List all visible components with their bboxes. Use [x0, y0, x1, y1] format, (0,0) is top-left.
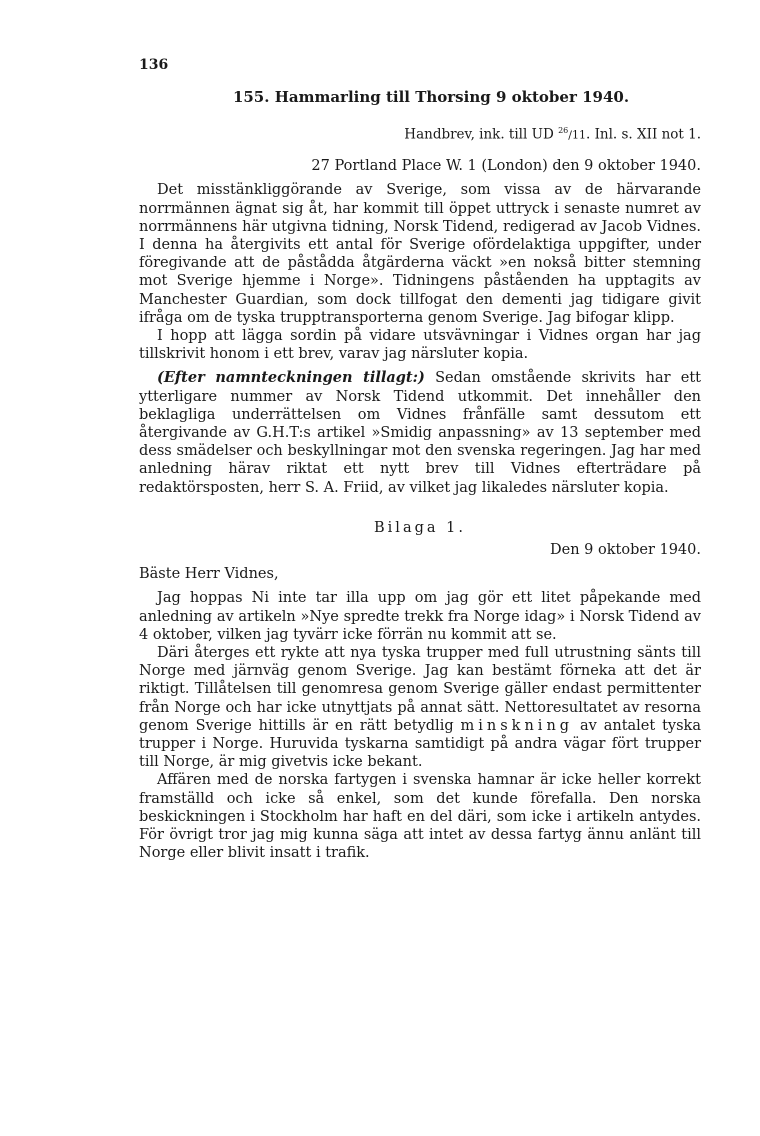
document-title: 155. Hammarling till Thorsing 9 oktober 1940.	[232, 88, 630, 107]
letter-salutation: Bäste Herr Vidnes,	[139, 566, 279, 583]
body-paragraph-2: I hopp att lägga sordin på vidare utsvävningar i Vidnes organ har jag tillskrivit honom i ett brev, varav jag närsluter kopia.	[139, 327, 701, 363]
source-note-fraction-num: 26	[558, 126, 569, 136]
addendum-paragraph	[139, 369, 701, 496]
letter-paragraph-2-start: Däri återges ett rykte att nya tyska trupper med full utrustning sänts till Norge med järnväg genom Sverige. Jag kan bestämt förneka att det är riktigt. Tillåtelsen till genomresa genom Sverige gäller endast permittenter från Norge och har icke utnyttjats på annat sätt. Nettoresultatet av resorna genom Sverige hittills är en rätt betydlig	[139, 644, 701, 734]
emphasized-word: minskning	[460, 717, 574, 734]
source-note-text: Handbrev, ink. till UD	[404, 126, 559, 143]
attachment-heading: Bilaga 1.	[374, 519, 466, 536]
place-date: 27 Portland Place W. 1 (London) den 9 oktober 1940.	[311, 158, 701, 175]
letter-paragraph-2-end: av antalet tyska trupper i Norge. Huruvida tyskarna samtidigt på andra vägar fört trupper till Norge, är mig givetvis icke bekant.	[139, 717, 701, 771]
addendum-lead: (Efter namnteckningen tillagt:)	[157, 369, 425, 387]
document-page	[139, 56, 701, 862]
source-note-fraction-den: /11	[568, 128, 586, 142]
letter-paragraph-1: Jag hoppas Ni inte tar illa upp om jag gör ett litet påpekande med anledning av artikeln »Nye spredte trekk fra Norge idag» i Norsk Tidend av 4 oktober, vilken jag tyvärr icke förrän nu kommit att se.	[139, 590, 701, 643]
source-note-ref: . Inl. s. XII not 1.	[585, 126, 701, 143]
source-note	[139, 122, 701, 145]
body-paragraph-1: Det misstänkliggörande av Sverige, som vissa av de härvarande norrmännen ägnat sig åt, har kommit till öppet uttryck i senaste numret av norrmännens här utgivna tidning, Norsk Tidend, redigerad av Jacob Vidnes. I denna ha återgivits ett antal för Sverige ofördelaktiga uppgifter, under föregivande att de påstådda åtgärderna väckt »en nokså bitter stemning mot Sverige hjemme i Norge». Tidningens påståenden ha upptagits av Manchester Guardian, som dock tillfogat den dementi jag tidigare givit ifråga om de tyska trupptransporterna genom Sverige. Jag bifogar klipp.	[139, 182, 701, 326]
page-number: 136	[139, 57, 169, 73]
letter-paragraph-3: Affären med de norska fartygen i svenska hamnar är icke heller korrekt framställd och icke så enkel, som det kunde förefalla. Den norska beskickningen i Stockholm har haft en del däri, som icke i artikeln antydes. För övrigt tror jag mig kunna säga att intet av dessa fartyg ännu anlänt till Norge eller blivit insatt i trafik.	[139, 772, 701, 862]
addendum-text: Sedan omstående skrivits har ett ytterligare nummer av Norsk Tidend utkommit. Det innehåller den beklagliga underrättelsen om Vidnes frånfälle samt dessutom ett återgivande av G.H.T:s artikel »Smidig anpassning» av 13 september med dess smädelser och beskyllningar mot den svenska regeringen. Jag har med anledning härav riktat ett nytt brev till Vidnes efterträdare på redaktörsposten, herr S. A. Friid, av vilket jag likaledes närsluter kopia.	[139, 370, 701, 496]
letter-date: Den 9 oktober 1940.	[550, 541, 701, 558]
letter-paragraph-2	[139, 644, 701, 771]
